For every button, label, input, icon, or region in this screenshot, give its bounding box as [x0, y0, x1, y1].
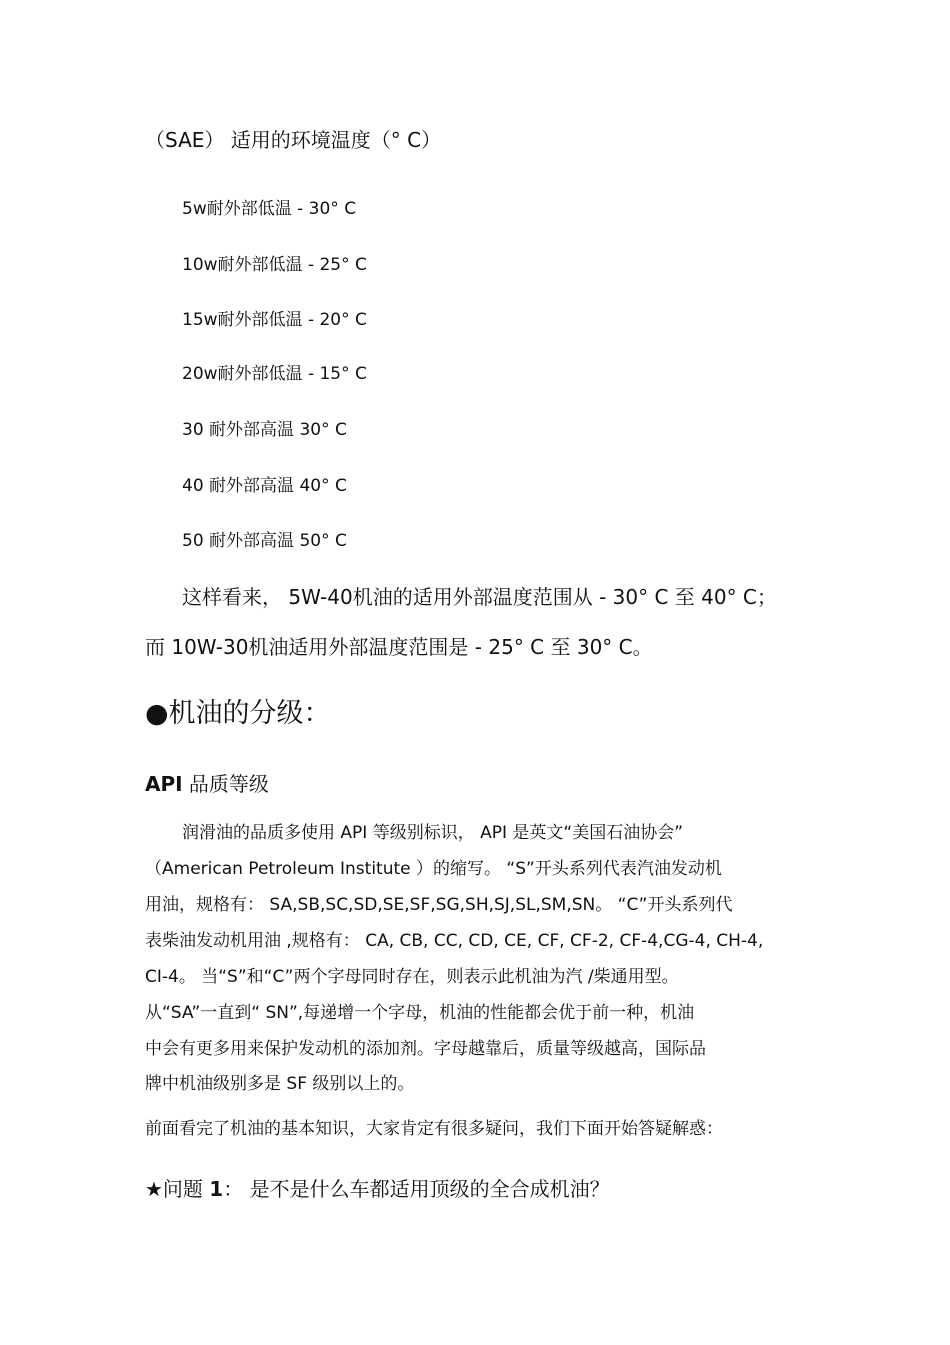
- temperature-item: 5w耐外部低温 - 30° C: [182, 199, 357, 219]
- temperature-item: 15w耐外部低温 - 20° C: [182, 310, 367, 330]
- intro-line: 前面看完了机油的基本知识，大家肯定有很多疑问，我们下面开始答疑解惑：: [145, 1119, 723, 1139]
- paragraph-line: 中会有更多用来保护发动机的添加剂。字母越靠后，质量等级越高，国际品: [145, 1039, 706, 1059]
- question-number: 1: [209, 1177, 224, 1201]
- paragraph-line: 用油，规格有： SA,SB,SC,SD,SE,SF,SG,SH,SJ,SL,SM,SN。 “C”开头系列代: [145, 895, 733, 915]
- temperature-item: 10w耐外部低温 - 25° C: [182, 255, 367, 275]
- temperature-item: 50 耐外部高温 50° C: [182, 531, 347, 551]
- section-heading: ●机油的分级：: [145, 698, 331, 729]
- question-prefix: ★问题: [145, 1177, 210, 1201]
- temperature-item: 30 耐外部高温 30° C: [182, 420, 347, 440]
- paragraph-line: 表柴油发动机用油 ,规格有： CA, CB, CC, CD, CE, CF, CF-2, CF-4,CG-4, CH-4,: [145, 931, 764, 951]
- api-subheading: [145, 772, 269, 796]
- paragraph-line: 从“SA”一直到“ SN”,每递增一个字母，机油的性能都会优于前一种，机油: [145, 1003, 695, 1023]
- paragraph-line: 牌中机油级别多是 SF 级别以上的。: [145, 1074, 415, 1094]
- api-label: API: [145, 772, 183, 796]
- question-text: ： 是不是什么车都适用顶级的全合成机油？: [223, 1177, 610, 1201]
- api-subheading-text: 品质等级: [182, 772, 269, 796]
- paragraph-line: （American Petroleum Institute ）的缩写。 “S”开头系列代表汽油发动机: [145, 859, 722, 879]
- paragraph-line: CI-4。 当“S”和“C”两个字母同时存在，则表示此机油为汽 /柴通用型。: [145, 967, 679, 987]
- sae-heading: （SAE） 适用的环境温度（° C）: [145, 128, 442, 152]
- temperature-item: 40 耐外部高温 40° C: [182, 476, 347, 496]
- conclusion-line: 这样看来， 5W-40机油的适用外部温度范围从 - 30° C 至 40° C；: [182, 585, 777, 609]
- temperature-item: 20w耐外部低温 - 15° C: [182, 364, 367, 384]
- conclusion-line: 而 10W-30机油适用外部温度范围是 - 25° C 至 30° C。: [145, 635, 653, 659]
- question-heading: [145, 1177, 610, 1201]
- paragraph-line: 润滑油的品质多使用 API 等级别标识， API 是英文“美国石油协会”: [182, 823, 684, 843]
